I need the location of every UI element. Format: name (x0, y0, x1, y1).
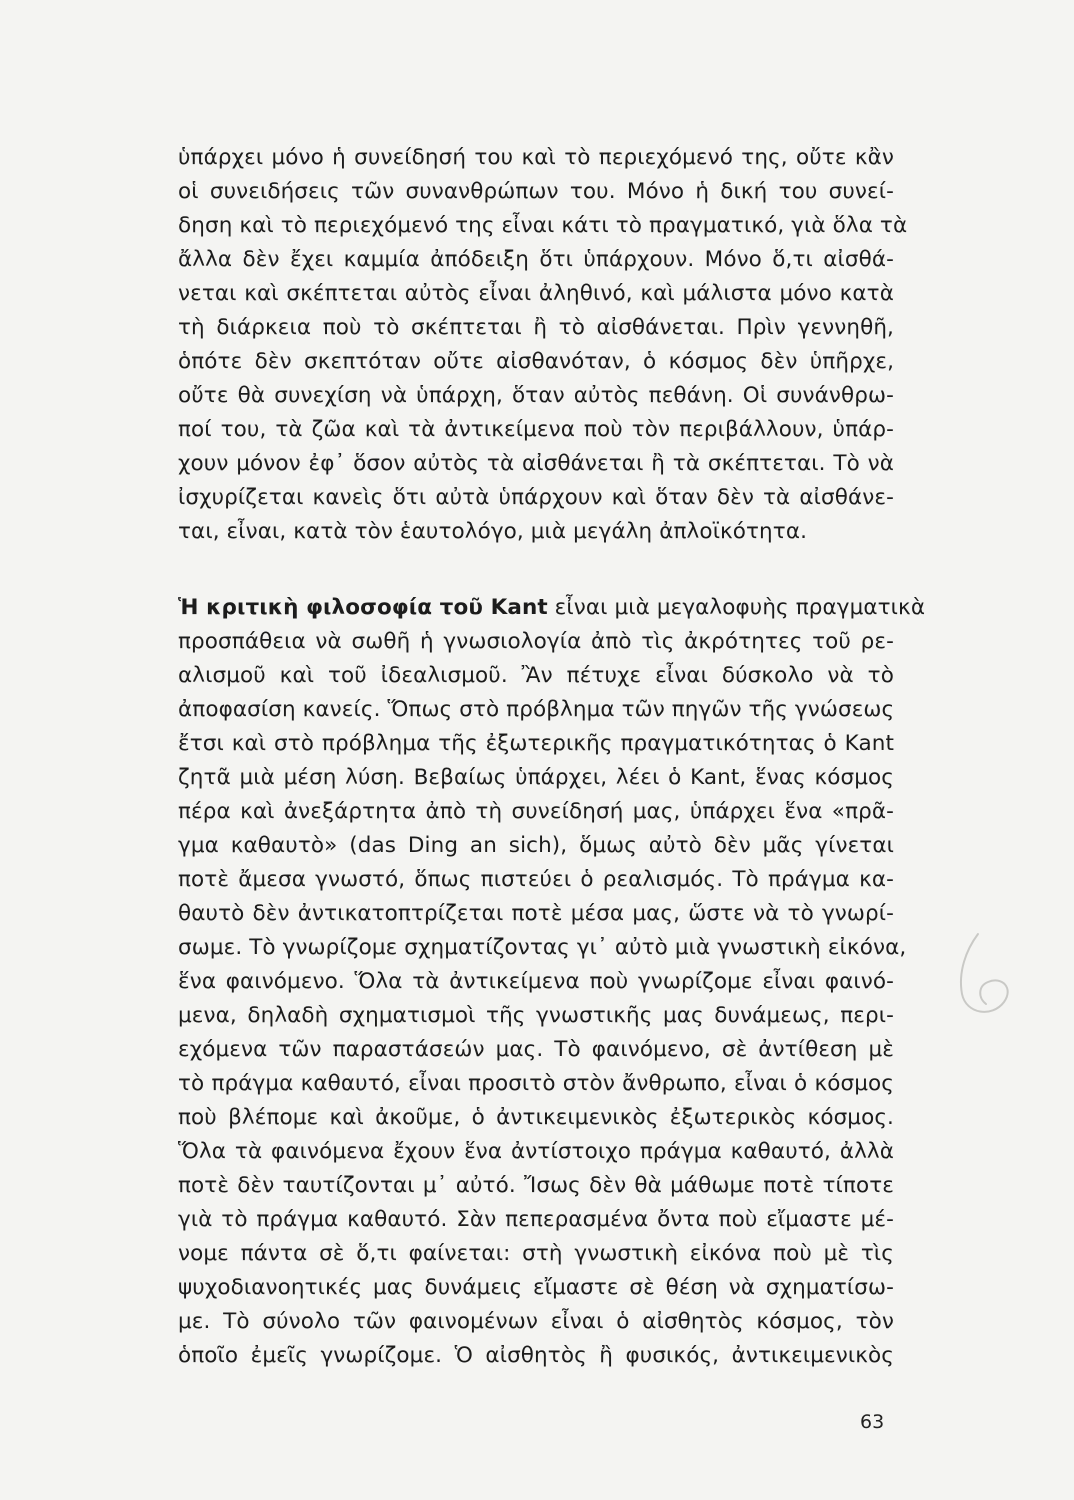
text-line: δηση καὶ τὸ περιεχόμενό της εἶναι κάτι τὸ πραγματικό, γιὰ ὅλα τὰ (178, 213, 908, 238)
text-line: οἱ συνειδήσεις τῶν συνανθρώπων του. Μόνο ἡ δική του συνεί- (178, 179, 894, 204)
text-line: νεται καὶ σκέπτεται αὐτὸς εἶναι ἀληθινό, καὶ μάλιστα μόνο κατὰ (178, 281, 894, 306)
text-line: ὁπότε δὲν σκεπτόταν οὔτε αἰσθανόταν, ὁ κόσμος δὲν ὑπῆρχε, (178, 349, 894, 374)
text-line: πέρα καὶ ἀνεξάρτητα ἀπὸ τὴ συνείδησή μας, ὑπάρχει ἕνα «πρᾶ- (178, 799, 894, 824)
text-line: προσπάθεια νὰ σωθῆ ἡ γνωσιολογία ἀπὸ τὶς ἀκρότητες τοῦ ρε- (178, 629, 894, 654)
text-line: ὁποῖο ἐμεῖς γνωρίζομε. Ὁ αἰσθητὸς ἢ φυσικός, ἀντικειμενικὸς (178, 1343, 894, 1368)
text-line: τὸ πράγμα καθαυτό, εἶναι προσιτὸ στὸν ἄνθρωπο, εἶναι ὁ κόσμος (178, 1071, 894, 1096)
first-line-rest: εἶναι μιὰ μεγαλοφυὴς πραγματικὰ (547, 595, 926, 620)
text-line: Ὅλα τὰ φαινόμενα ἔχουν ἕνα ἀντίστοιχο πράγμα καθαυτό, ἀλλὰ (178, 1139, 894, 1164)
text-line: ποτὲ ἄμεσα γνωστό, ὅπως πιστεύει ὁ ρεαλισμός. Τὸ πράγμα κα- (178, 867, 894, 892)
text-line: νομε πάντα σὲ ὅ,τι φαίνεται: στὴ γνωστικὴ εἰκόνα ποὺ μὲ τὶς (178, 1241, 894, 1266)
text-line: ποὺ βλέπομε καὶ ἀκοῦμε, ὁ ἀντικειμενικὸς ἐξωτερικὸς κόσμος. (178, 1105, 894, 1130)
text-line: τὴ διάρκεια ποὺ τὸ σκέπτεται ἢ τὸ αἰσθάνεται. Πρὶν γεννηθῆ, (178, 315, 894, 340)
text-line: μενα, δηλαδὴ σχηματισμοὶ τῆς γνωστικῆς μας δυνάμεως, περι- (178, 1003, 894, 1028)
pencil-mark-icon (948, 928, 1020, 1024)
text-line: σωμε. Τὸ γνωρίζομε σχηματίζοντας γι᾽ αὐτὸ μιὰ γνωστικὴ εἰκόνα, (178, 935, 907, 960)
text-line: ζητᾶ μιὰ μέση λύση. Βεβαίως ὑπάρχει, λέει ὁ Kant, ἕνας κόσμος (178, 765, 894, 790)
text-line: γμα καθαυτὸ» (das Ding an sich), ὅμως αὐτὸ δὲν μᾶς γίνεται (178, 833, 894, 858)
text-line: θαυτὸ δὲν ἀντικατοπτρίζεται ποτὲ μέσα μας, ὥστε νὰ τὸ γνωρί- (178, 901, 894, 926)
text-line-first (178, 591, 926, 625)
text-line: εχόμενα τῶν παραστάσεών μας. Τὸ φαινόμενο, σὲ ἀντίθεση μὲ (178, 1037, 894, 1062)
paragraph-2 (178, 591, 926, 1373)
text-line: ἀποφασίση κανείς. Ὅπως στὸ πρόβλημα τῶν πηγῶν τῆς γνώσεως (178, 697, 895, 722)
text-line: αλισμοῦ καὶ τοῦ ἰδεαλισμοῦ. Ἂν πέτυχε εἶναι δύσκολο νὰ τὸ (178, 663, 894, 688)
section-lead-bold: Ἡ κριτικὴ φιλοσοφία τοῦ Kant (178, 595, 548, 620)
paragraph-1 (178, 141, 908, 549)
text-line: ἰσχυρίζεται κανεὶς ὅτι αὐτὰ ὑπάρχουν καὶ ὅταν δὲν τὰ αἰσθάνε- (178, 485, 894, 510)
text-line: οὔτε θὰ συνεχίση νὰ ὑπάρχη, ὅταν αὐτὸς πεθάνη. Οἱ συνάνθρω- (178, 383, 894, 408)
text-line: ποί του, τὰ ζῶα καὶ τὰ ἀντικείμενα ποὺ τὸν περιβάλλουν, ὑπάρ- (178, 417, 894, 442)
text-line: ἄλλα δὲν ἔχει καμμία ἀπόδειξη ὅτι ὑπάρχουν. Μόνο ὅ,τι αἰσθά- (178, 247, 894, 272)
text-line: με. Τὸ σύνολο τῶν φαινομένων εἶναι ὁ αἰσθητὸς κόσμος, τὸν (178, 1309, 894, 1334)
text-line: ται, εἶναι, κατὰ τὸν ἑαυτολόγο, μιὰ μεγάλη ἀπλοϊκότητα. (178, 519, 808, 544)
text-line: χουν μόνον ἐφ᾽ ὅσον αὐτὸς τὰ αἰσθάνεται ἢ τὰ σκέπτεται. Τὸ νὰ (178, 451, 894, 476)
text-line: ὑπάρχει μόνο ἡ συνείδησή του καὶ τὸ περιεχόμενό της, οὔτε κἂν (178, 145, 894, 170)
text-line: ἔτσι καὶ στὸ πρόβλημα τῆς ἐξωτερικῆς πραγματικότητας ὁ Kant (178, 731, 894, 756)
text-line: ψυχοδιανοητικές μας δυνάμεις εἴμαστε σὲ θέση νὰ σχηματίσω- (178, 1275, 894, 1300)
text-line: γιὰ τὸ πράγμα καθαυτό. Σὰν πεπερασμένα ὄντα ποὺ εἴμαστε μέ- (178, 1207, 894, 1232)
text-line: ποτὲ δὲν ταυτίζονται μ᾽ αὐτό. Ἴσως δὲν θὰ μάθωμε ποτὲ τίποτε (178, 1173, 894, 1198)
page-number: 63 (860, 1411, 885, 1433)
text-line: ἕνα φαινόμενο. Ὅλα τὰ ἀντικείμενα ποὺ γνωρίζομε εἶναι φαινό- (178, 969, 894, 994)
